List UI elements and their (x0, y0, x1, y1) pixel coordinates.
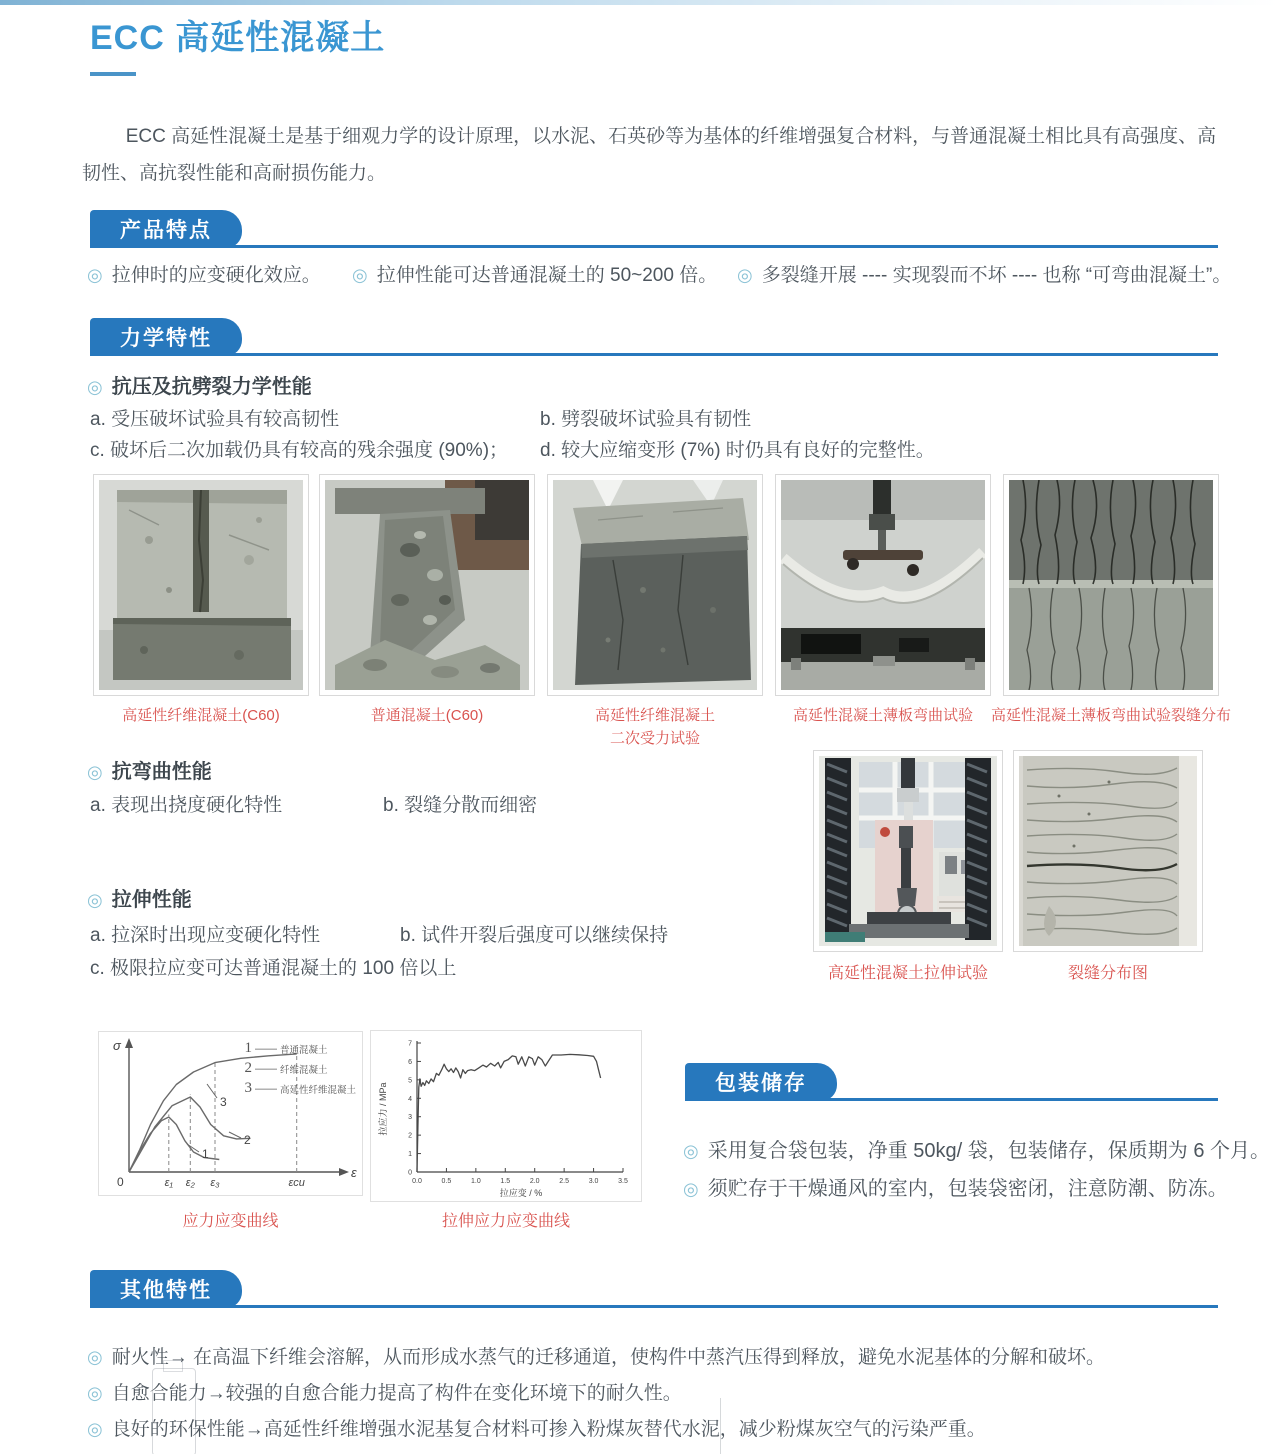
svg-text:2.5: 2.5 (559, 1178, 570, 1185)
curve-label-3: 3 (220, 1095, 227, 1109)
legend-row (244, 1040, 356, 1057)
ring-bullet-icon: ◎ (87, 1383, 103, 1403)
legend-label: 高延性纤维混凝土 (279, 1084, 356, 1096)
svg-text:6: 6 (408, 1058, 412, 1066)
svg-text:1: 1 (408, 1151, 412, 1159)
chart1-origin: 0 (117, 1175, 124, 1189)
svg-text:2: 2 (408, 1132, 412, 1140)
feature-text: 多裂缝开展 ---- 实现裂而不坏 ---- 也称 “可弯曲混凝土”。 (761, 265, 1232, 286)
chart2-ylabel: 拉应力 / MPa (378, 1082, 388, 1136)
section-rule-features (90, 245, 1218, 248)
feature-item (737, 260, 1231, 287)
feature-item (87, 260, 321, 287)
chart-stress-strain-schematic (98, 1031, 363, 1196)
tension-point-a: a. 拉深时出现应变硬化特性 (90, 925, 321, 946)
tension-point-b: b. 试件开裂后强度可以继续保持 (400, 925, 669, 946)
svg-text:3.5: 3.5 (618, 1178, 628, 1185)
ring-bullet-icon: ◎ (87, 890, 103, 910)
schematic-curve-2 (129, 1097, 251, 1172)
feature-item (352, 260, 717, 287)
legend-dash: —— (254, 1082, 277, 1095)
schematic-tick-1: ε₁ (164, 1177, 173, 1189)
section-banner-packaging: 包装储存 (685, 1063, 837, 1101)
ring-bullet-icon: ◎ (683, 1141, 699, 1161)
photo-ecc-secondary-load-art (553, 480, 757, 690)
compression-point-b: b. 劈裂破坏试验具有韧性 (540, 409, 752, 430)
compression-point-d: d. 较大应缩变形 (7%) 时仍具有良好的完整性。 (540, 440, 935, 461)
feature-text: 拉伸性能可达普通混凝土的 50~200 倍。 (376, 265, 718, 286)
section-rule-other (90, 1305, 1218, 1308)
compression-point-a: a. 受压破坏试验具有较高韧性 (90, 409, 340, 430)
bending-heading-text: 抗弯曲性能 (111, 761, 212, 783)
chart1-xlabel: ε (351, 1165, 357, 1180)
other-text: 良好的环保性能→高延性纤维增强水泥基复合材料可掺入粉煤灰替代水泥，减少粉煤灰空气的污染严重。 (111, 1419, 986, 1440)
packaging-item (683, 1134, 1270, 1163)
ring-bullet-icon: ◎ (87, 1347, 103, 1367)
bending-point-b: b. 裂缝分散而细密 (383, 795, 538, 816)
photo-crack-distribution-map (1013, 750, 1203, 952)
svg-text:2.0: 2.0 (529, 1178, 540, 1185)
tension-heading (87, 883, 192, 912)
chart1-ylabel: σ (113, 1038, 121, 1053)
svg-text:0.0: 0.0 (412, 1178, 422, 1185)
page-title: ECC 高延性混凝土 (90, 19, 386, 57)
photo-caption: 高延性混凝土薄板弯曲试验 (792, 707, 973, 724)
svg-text:5: 5 (408, 1077, 412, 1085)
ring-bullet-icon: ◎ (683, 1179, 699, 1199)
legend-dash: —— (254, 1042, 277, 1055)
feature-text: 拉伸时的应变硬化效应。 (111, 265, 321, 286)
photo-tensile-test-machine (813, 750, 1003, 952)
section-rule-packaging (685, 1098, 1218, 1101)
packaging-item (683, 1172, 1228, 1201)
schematic-tick-2: ε₂ (185, 1177, 195, 1189)
compression-heading (87, 370, 312, 399)
photo-thin-plate-bending-test (775, 474, 991, 696)
svg-text:3.0: 3.0 (588, 1178, 599, 1185)
section-banner-features: 产品特点 (90, 210, 242, 248)
legend-row (244, 1060, 356, 1077)
svg-text:1.5: 1.5 (500, 1178, 511, 1185)
photo-crack-distribution-map-art (1019, 756, 1197, 946)
photo-ecc-cube-c60 (93, 474, 309, 696)
curve-label-2: 2 (244, 1133, 251, 1147)
section-banner-mechanical: 力学特性 (90, 318, 242, 356)
photo-caption: 高延性纤维混凝土 (594, 707, 715, 724)
ring-bullet-icon: ◎ (352, 265, 368, 285)
bending-point-a: a. 表现出挠度硬化特性 (90, 795, 283, 816)
legend-number: 3 (244, 1080, 252, 1096)
photo-ecc-cube-c60-art (99, 480, 303, 690)
tensile-curve (417, 1054, 601, 1172)
photo-ecc-secondary-load (547, 474, 763, 696)
photo-bending-crack-distribution (1003, 474, 1219, 696)
photo-caption: 普通混凝土(C60) (370, 707, 484, 724)
right-photo-caption: 高延性混凝土拉伸试验 (827, 965, 988, 982)
ring-bullet-icon: ◎ (87, 377, 103, 397)
title-underline-dash (90, 72, 136, 76)
watermark-bag-outline (152, 1368, 196, 1454)
photo-caption: 高延性混凝土薄板弯曲试验裂缝分布 (990, 707, 1231, 724)
tension-heading-text: 拉伸性能 (111, 889, 192, 911)
tension-point-c: c. 极限拉应变可达普通混凝土的 100 倍以上 (90, 958, 457, 979)
other-item (87, 1342, 1105, 1369)
chart2-xlabel: 拉应变 / % (499, 1188, 543, 1198)
svg-text:4: 4 (408, 1095, 412, 1103)
other-text: 耐火性→ 在高温下纤维会溶解，从而形成水蒸气的迁移通道，使构件中蒸汽压得到释放，避免水泥基体的分解和破坏。 (111, 1347, 1106, 1368)
curve-label-1: 1 (202, 1147, 209, 1161)
photo-thin-plate-bending-test-art (781, 480, 985, 690)
chart-tensile-stress-strain (370, 1030, 642, 1202)
legend-label: 普通混凝土 (279, 1044, 328, 1056)
legend-number: 1 (244, 1040, 252, 1056)
compression-heading-text: 抗压及抗劈裂力学性能 (111, 376, 312, 398)
watermark-line (720, 1398, 721, 1454)
ring-bullet-icon: ◎ (737, 265, 753, 285)
intro-paragraph: ECC 高延性混凝土是基于细观力学的设计原理，以水泥、石英砂等为基体的纤维增强复合材料，与普通混凝土相比具有高强度、高韧性、高抗裂性能和高耐损伤能力。 (82, 126, 1217, 185)
compression-point-c: c. 破坏后二次加载仍具有较高的残余强度 (90%)； (90, 440, 509, 461)
schematic-tick-3: ε₃ (210, 1177, 220, 1189)
other-text: 自愈合能力→较强的自愈合能力提高了构件在变化环境下的耐久性。 (111, 1383, 682, 1404)
legend-dash: —— (254, 1062, 277, 1075)
photo-caption: 高延性纤维混凝土(C60) (122, 707, 280, 724)
packaging-text: 采用复合袋包装，净重 50kg/ 袋，包装储存，保质期为 6 个月。 (707, 1140, 1270, 1162)
svg-text:0: 0 (408, 1169, 412, 1177)
svg-text:0.5: 0.5 (441, 1178, 452, 1185)
section-rule-mechanical (90, 353, 1218, 356)
chart-tensile-stress-strain-svg (371, 1031, 641, 1201)
chart-caption: 应力应变曲线 (182, 1213, 279, 1230)
ring-bullet-icon: ◎ (87, 1419, 103, 1439)
legend-label: 纤维混凝土 (279, 1064, 328, 1076)
section-banner-other: 其他特性 (90, 1270, 242, 1308)
photo-caption: 二次受力试验 (609, 730, 700, 747)
svg-text:7: 7 (408, 1040, 412, 1048)
photo-tensile-test-machine-art (819, 756, 997, 946)
watermark-bag-top (163, 1360, 183, 1372)
top-accent-strip (0, 0, 1279, 5)
chart-caption: 拉伸应力应变曲线 (441, 1213, 570, 1230)
photo-bending-crack-distribution-art (1009, 480, 1213, 690)
right-photo-caption: 裂缝分布图 (1067, 965, 1148, 982)
ring-bullet-icon: ◎ (87, 265, 103, 285)
bending-heading (87, 755, 212, 784)
legend-number: 2 (244, 1060, 252, 1076)
other-item (87, 1414, 986, 1441)
svg-text:1.0: 1.0 (470, 1178, 481, 1185)
photo-ordinary-concrete-c60 (319, 474, 535, 696)
legend-row (244, 1080, 356, 1097)
photo-ordinary-concrete-c60-art (325, 480, 529, 690)
svg-text:3: 3 (408, 1114, 412, 1122)
ring-bullet-icon: ◎ (87, 762, 103, 782)
packaging-text: 须贮存于干燥通风的室内，包装袋密闭，注意防潮、防冻。 (707, 1178, 1228, 1200)
chart1-legend (244, 1040, 356, 1100)
schematic-tick-4: εcu (288, 1177, 305, 1189)
